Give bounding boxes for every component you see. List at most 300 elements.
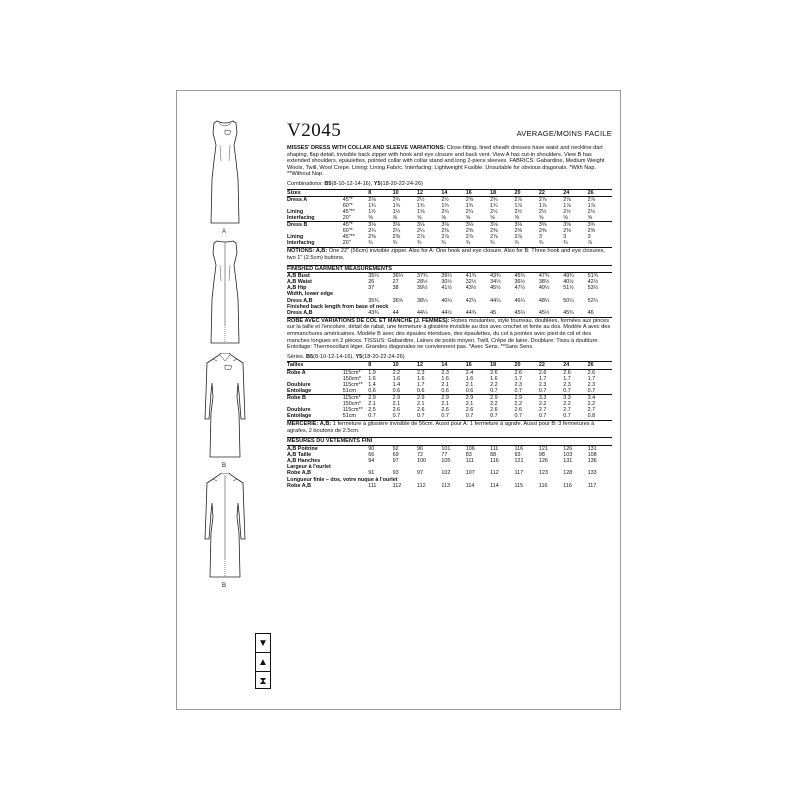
measurement-value: 114 <box>490 482 499 489</box>
yardage-value: 2.9 <box>490 394 514 401</box>
yardage-value: 3⅛ <box>417 222 441 229</box>
measurement-label: Robe A,B <box>287 470 312 477</box>
size-header: 18 <box>490 362 514 369</box>
fabric-width: 115cm* <box>342 369 361 376</box>
yardage-value: ⅝ <box>392 214 398 221</box>
sizes-label: Sizes <box>287 189 343 196</box>
difficulty-level: AVERAGE/MOINS FACILE <box>516 129 612 138</box>
measurement-value: 92 <box>392 446 399 453</box>
yardage-value: 2.6 <box>441 407 449 414</box>
measurement-value: 112 <box>416 482 426 489</box>
size-header: 24 <box>563 362 587 369</box>
combinations-line: Combinations: B5(8-10-12-14-16), Y5(18-20-22-24-26) <box>287 180 423 187</box>
english-finished-table <box>287 273 612 316</box>
yardage-value: 0.7 <box>538 413 547 420</box>
yardage-value: 2⅝ <box>465 196 474 203</box>
yardage-value: 2.9 <box>514 394 538 401</box>
measurement-value: 36½ <box>514 279 525 286</box>
measurement-value: 41¾ <box>465 273 477 280</box>
fabric-width: 20" <box>342 214 351 221</box>
sketch-label-b-front: B <box>222 463 227 469</box>
yardage-value: 3 <box>587 234 591 241</box>
dress-a-front-sketch <box>195 119 255 227</box>
measurement-value: 38½ <box>538 279 550 286</box>
measurement-value: 97 <box>392 458 399 465</box>
row-label: Dress B <box>287 222 343 229</box>
french-yardage-table <box>287 361 612 419</box>
fabric-width: 51cm <box>342 413 356 420</box>
yardage-value: 2.3 <box>514 381 522 388</box>
measurement-value: 39½ <box>416 285 428 292</box>
yardage-value: 2⅞ <box>587 196 596 203</box>
measurement-value: 52¼ <box>587 297 599 304</box>
measurement-value: 117 <box>514 470 524 477</box>
measurement-value: 97 <box>416 470 423 477</box>
yardage-value: 2.1 <box>465 381 474 388</box>
yardage-row <box>287 369 612 376</box>
yardage-value: ¾ <box>441 240 446 247</box>
measurement-value: 42½ <box>587 279 599 286</box>
row-label: Entoilage <box>287 413 312 420</box>
yardage-value: 1¾ <box>392 202 401 209</box>
yardage-value: 2⅞ <box>514 196 522 203</box>
yardage-value: 1⅞ <box>587 202 596 209</box>
yardage-value: 2.6 <box>465 407 474 414</box>
measurement-value: 88 <box>490 452 497 459</box>
row-label: Lining <box>287 208 304 215</box>
measurement-value: 83 <box>465 452 472 459</box>
yardage-row <box>287 413 612 419</box>
measurement-spacer <box>343 310 369 316</box>
yardage-value: 3⅛ <box>441 222 465 229</box>
french-finished-title: MESURES DU VÊTEMENTS FINI <box>287 437 612 446</box>
measurement-value: 45 <box>490 309 497 316</box>
fabric-width: 115cm** <box>342 407 363 414</box>
measurement-value: 36¾ <box>392 297 404 304</box>
yardage-value: 2.3 <box>538 381 547 388</box>
measurement-value: 37 <box>368 285 375 292</box>
fabric-width: 115cm* <box>343 394 369 401</box>
yardage-value: 2½ <box>514 208 522 215</box>
yardage-value: 2.2 <box>514 400 522 407</box>
yardage-value: 3⅛ <box>514 222 538 229</box>
measurement-value: 111 <box>465 458 474 465</box>
row-label: Lining <box>287 234 304 241</box>
measurement-value: 26 <box>368 279 375 286</box>
dress-b-back-sketch <box>191 473 259 581</box>
measurement-value: 53½ <box>587 285 599 292</box>
fabric-width: 45"** <box>342 234 355 241</box>
yardage-value: 0.7 <box>490 413 498 420</box>
row-label: Interfacing <box>287 214 315 221</box>
yardage-value: 1.6 <box>368 375 376 382</box>
measurement-label: A,B Bust <box>287 273 310 280</box>
measurement-value: 116 <box>563 482 572 489</box>
measurement-value: 34½ <box>490 279 501 286</box>
yardage-value: 2⅜ <box>514 228 522 235</box>
measurement-value: 49¾ <box>563 273 574 280</box>
yardage-value: ¾ <box>465 240 471 247</box>
fabric-symbol-legend <box>255 633 271 689</box>
yardage-value: 2.1 <box>392 400 401 407</box>
yardage-value: 2.2 <box>490 381 498 388</box>
yardage-value: 2.5 <box>368 407 376 414</box>
measurement-value: 112 <box>392 482 402 489</box>
measurement-value: 38 <box>392 285 399 292</box>
yardage-row <box>287 196 612 203</box>
yardage-value: ⅝ <box>538 214 544 221</box>
measurement-value: 42¼ <box>465 297 477 304</box>
measurement-value: 102 <box>441 470 451 477</box>
yardage-value: 2.6 <box>587 369 596 376</box>
measurement-value: 90 <box>368 446 375 453</box>
measurement-value: 46¼ <box>514 297 525 304</box>
dress-a-back-sketch <box>195 239 255 347</box>
measurement-value: 66 <box>368 452 375 459</box>
yardage-value: 1.9 <box>368 369 376 376</box>
yardage-value: 2¼ <box>416 228 425 235</box>
english-description <box>287 145 612 178</box>
yardage-value: 2.1 <box>416 400 425 407</box>
yardage-value: 2⅜ <box>587 228 596 235</box>
size-header: 10 <box>393 189 417 196</box>
yardage-value: 3.3 <box>539 394 563 401</box>
measurement-value: 45¾ <box>563 309 574 316</box>
fabric-width: 150cm* <box>342 400 361 407</box>
measurement-value: 131 <box>587 446 597 453</box>
french-body: Robes moulantes, style fourreau, doublées, formées aux pinces sur la taille et l'encolure, détail de rabat, une fermeture à glissière invisible au dos avec crochet et fente au dos. Modèle A avec des emmanchures américaines. Modèle B avec des épaules étendues, des épaulettes, du col à pointes avec pied de col et des manches longues en 2 pièces. TISSUS: Gabardine, Laines de poids moyen, Twill, Crêpe de laine. Doublure: Tissu à doublure. Entoilage: Thermocollant léger. Grandes diagonales ne conviennent pas. *Avec Sens. **Sans Sens. <box>287 317 611 351</box>
measurement-subheading: Longueur finie – dos, votre nuque à l'ourlet <box>287 476 398 483</box>
yardage-value: 0.6 <box>368 387 376 394</box>
measurement-value: 108 <box>587 452 597 459</box>
measurement-value: 38¼ <box>416 297 428 304</box>
yardage-value: 2.1 <box>368 400 376 407</box>
yardage-value: 2.4 <box>465 369 474 376</box>
measurement-value: 93 <box>392 470 399 477</box>
measurement-value: 72 <box>416 452 423 459</box>
yardage-value: 2.9 <box>441 394 465 401</box>
yardage-value: 2¾ <box>392 196 401 203</box>
yardage-value: 1⅝ <box>416 208 425 215</box>
sketch-label-b-back: B <box>222 583 227 589</box>
fabric-width: 45"* <box>343 222 369 229</box>
measurement-label: Dress A,B <box>287 309 313 316</box>
size-header: 18 <box>490 189 514 196</box>
yardage-value: 0.7 <box>368 413 376 420</box>
yardage-value: 2.9 <box>368 394 392 401</box>
sketch-label-a: A <box>222 229 227 235</box>
measurement-value: 43¾ <box>368 309 379 316</box>
yardage-value: 2.7 <box>563 407 571 414</box>
yardage-value: 1.7 <box>514 375 522 382</box>
measurement-value: 35¾ <box>368 297 379 304</box>
yardage-value: 2⅜ <box>538 228 547 235</box>
french-title: ROBE AVEC VARIATIONS DE COL ET MANCHE (J. FEMMES): <box>287 317 450 324</box>
fabric-width: 115cm** <box>342 381 363 388</box>
measurement-spacer <box>343 483 369 489</box>
yardage-value: 2¼ <box>441 208 449 215</box>
measurement-value: 106 <box>465 446 475 453</box>
sizes-label: Tailles <box>287 362 343 369</box>
size-header: 22 <box>539 189 563 196</box>
yardage-value: ⅝ <box>514 214 519 221</box>
measurement-value: 94 <box>368 458 375 465</box>
measurement-value: 36¼ <box>392 273 404 280</box>
measurement-value: 133 <box>587 470 597 477</box>
yardage-value: 2.3 <box>563 381 571 388</box>
yardage-value: 3¾ <box>588 222 612 229</box>
measurement-label: A,B Waist <box>287 279 312 286</box>
measurement-value: 101 <box>441 446 451 453</box>
yardage-value: 2.6 <box>514 407 522 414</box>
yardage-value: 0.7 <box>514 387 522 394</box>
yardage-value: 2⅞ <box>416 234 425 241</box>
pattern-header <box>287 121 612 140</box>
measurement-value: 111 <box>368 482 377 489</box>
yardage-value: 0.7 <box>416 413 425 420</box>
measurement-label: A,B Poitrine <box>287 446 318 453</box>
yardage-value: ⅝ <box>416 214 422 221</box>
measurement-value: 35¼ <box>368 273 379 280</box>
size-header: 26 <box>588 189 612 196</box>
yardage-value: 2⅜ <box>490 228 498 235</box>
measurement-value: 44¾ <box>465 309 477 316</box>
measurement-value: 32½ <box>465 279 477 286</box>
yardage-value: 2.2 <box>587 400 596 407</box>
size-header: 24 <box>563 189 587 196</box>
row-label: Doublure <box>287 381 311 388</box>
measurement-value: 126 <box>538 458 548 465</box>
measurement-label: Robe A,B <box>287 482 312 489</box>
dress-b-front-sketch <box>191 353 259 461</box>
row-label: Robe B <box>287 394 343 401</box>
size-header: 22 <box>539 362 563 369</box>
measurement-subheading: Width, lower edge <box>287 291 334 298</box>
yardage-value: 2⅛ <box>368 196 376 203</box>
yardage-value: 3⅝ <box>563 222 587 229</box>
yardage-value: ⅝ <box>490 214 495 221</box>
size-header: 8 <box>368 362 392 369</box>
yardage-value: 1.6 <box>441 375 449 382</box>
measurement-value: 93 <box>514 452 521 459</box>
yardage-value: ⅝ <box>368 214 373 221</box>
pattern-info <box>287 121 612 489</box>
yardage-value: 2½ <box>587 208 596 215</box>
measurement-value: 123 <box>538 470 548 477</box>
yardage-value: 0.7 <box>587 387 596 394</box>
yardage-value: 2.9 <box>466 394 490 401</box>
yardage-value: 2¼ <box>368 228 376 235</box>
sizes-spacer <box>343 189 369 196</box>
yardage-value: 2.6 <box>416 407 425 414</box>
yardage-value: ⅝ <box>563 214 568 221</box>
measurement-row <box>287 310 612 316</box>
yardage-value: 1½ <box>368 208 376 215</box>
yardage-value: ¾ <box>392 240 398 247</box>
fabric-width: 45"* <box>342 196 353 203</box>
size-header: 20 <box>514 189 538 196</box>
measurement-value: 43¾ <box>490 273 501 280</box>
yardage-value: 2.7 <box>538 407 547 414</box>
size-header: 16 <box>466 189 490 196</box>
yardage-value: 2¾ <box>490 196 498 203</box>
fabric-width: 60"* <box>342 228 353 235</box>
measurement-value: 50¼ <box>563 297 574 304</box>
measurement-value: 116 <box>514 446 524 453</box>
yardage-value: ⅞ <box>587 240 593 247</box>
yardage-value: 3⅛ <box>490 222 514 229</box>
yardage-value: 2.3 <box>441 369 449 376</box>
yardage-value: 3 <box>538 234 542 241</box>
sketch-column <box>177 91 267 709</box>
yardage-value: 2⅜ <box>563 228 571 235</box>
measurement-value: 49½ <box>538 285 550 292</box>
measurement-value: 111 <box>490 446 499 453</box>
fabric-width: 51cm <box>342 387 356 394</box>
measurement-value: 105 <box>441 458 451 465</box>
row-label: Dress A <box>287 196 308 203</box>
measurement-value: 28½ <box>416 279 428 286</box>
yardage-row <box>287 240 612 246</box>
yardage-value: 2½ <box>563 208 571 215</box>
yardage-value: 0.7 <box>514 413 522 420</box>
measurement-row <box>287 483 612 489</box>
yardage-value: 2⅞ <box>514 234 522 241</box>
yardage-value: 2⅞ <box>563 196 571 203</box>
yardage-value: 2.6 <box>538 369 547 376</box>
measurement-value: 69 <box>392 452 399 459</box>
yardage-value: 1⅞ <box>563 202 571 209</box>
measurement-value: 40½ <box>563 279 574 286</box>
yardage-value: 1.7 <box>563 375 571 382</box>
yardage-value: 1.6 <box>392 375 401 382</box>
measurement-value: 100 <box>416 458 426 465</box>
yardage-value: 2.7 <box>587 407 596 414</box>
yardage-value: 1.6 <box>416 375 425 382</box>
sizes-header-row <box>287 189 612 196</box>
yardage-value: 2½ <box>538 208 547 215</box>
yardage-row <box>287 215 612 222</box>
english-body: Close-fitting, lined sheath dresses have waist and neckline dart shaping, flap detail, invisible back zipper with hook and eye closure and back vent. View A has cut-in shoulders. View B has extended shoulders, epaulettes, pointed collar with collar stand and long 2-piece sleeves. FABRICS: Gabardine, Medium Weight Wools, Twill, Wool Crepe. Lining: Lining Fabric. Interfacing: Lightweight Fusible. Unsuitable for obvious diagonals. *With Nap. **Without Nap. <box>287 145 605 178</box>
measurement-value: 30½ <box>441 279 452 286</box>
measurement-label: A,B Hanches <box>287 458 321 465</box>
sizes-spacer <box>343 362 369 369</box>
yardage-value: 2⅞ <box>538 196 547 203</box>
yardage-value: 2.2 <box>392 369 401 376</box>
yardage-value: 2⅜ <box>465 228 474 235</box>
measurement-value: 96 <box>416 446 423 453</box>
size-header: 26 <box>588 362 612 369</box>
yardage-value: 2.2 <box>490 400 498 407</box>
yardage-value: 1¾ <box>490 202 498 209</box>
yardage-value: 1.6 <box>465 375 474 382</box>
yardage-value: 3⅛ <box>393 222 417 229</box>
yardage-value: 2¼ <box>465 208 474 215</box>
fabric-width: 150cm* <box>342 375 361 382</box>
measurement-value: 44½ <box>441 309 452 316</box>
yardage-value: 2.6 <box>392 407 401 414</box>
yardage-value: 1.7 <box>538 375 547 382</box>
yardage-value: 2.9 <box>393 394 417 401</box>
measurement-value: 44 <box>392 309 399 316</box>
measurement-value: 48¼ <box>538 297 550 304</box>
size-header: 14 <box>441 362 465 369</box>
yardage-value: 2.6 <box>490 369 498 376</box>
row-label: Doublure <box>287 407 311 414</box>
yardage-value: 2.6 <box>490 407 498 414</box>
measurement-value: 45¾ <box>514 273 525 280</box>
yardage-value: 1⅞ <box>514 202 522 209</box>
yardage-value: ⅝ <box>465 214 471 221</box>
fabric-width: 45"** <box>342 208 355 215</box>
yardage-value: 0.7 <box>563 387 571 394</box>
yardage-value: ⅝ <box>441 214 446 221</box>
yardage-value: 2⅜ <box>392 234 401 241</box>
measurement-value: 45½ <box>538 309 550 316</box>
yardage-value: 2.6 <box>514 369 522 376</box>
measurement-value: 136 <box>587 458 597 465</box>
yardage-row <box>287 394 612 401</box>
yardage-value: 0.7 <box>465 413 474 420</box>
yardage-value: 2.1 <box>465 400 474 407</box>
english-notions: NOTIONS: A,B: One 22" (56cm) invisible zipper. Also for A: One hook and eye closure. Also for B: Three hook and eye closures, two 1" (2.5cm) buttons. <box>287 247 612 261</box>
yardage-value: 3⅝ <box>539 222 563 229</box>
measurement-value: 115 <box>514 482 524 489</box>
yardage-value: 3 <box>563 234 567 241</box>
measurement-value: 43½ <box>465 285 477 292</box>
down-triangle-icon: ▼ <box>256 634 270 653</box>
yardage-value: 0.7 <box>392 413 401 420</box>
measurement-value: 40¼ <box>441 297 452 304</box>
yardage-value: ¾ <box>514 240 519 247</box>
yardage-value: 2.1 <box>441 381 449 388</box>
measurement-label: A,B Hip <box>287 285 307 292</box>
yardage-value: 0.7 <box>490 387 498 394</box>
yardage-value: 0.6 <box>392 387 401 394</box>
measurement-value: 51¾ <box>587 273 599 280</box>
measurement-value: 116 <box>538 482 548 489</box>
size-header: 14 <box>441 189 465 196</box>
yardage-value: 1½ <box>392 208 401 215</box>
yardage-value: 3⅛ <box>466 222 490 229</box>
yardage-value: 2½ <box>490 208 498 215</box>
yardage-value: 1.7 <box>416 381 425 388</box>
yardage-value: 0.7 <box>563 413 571 420</box>
yardage-value: ⅝ <box>587 214 593 221</box>
yardage-value: 3.3 <box>563 394 587 401</box>
yardage-value: 2.6 <box>563 369 571 376</box>
measurement-value: 45¼ <box>514 309 525 316</box>
fabric-width: 20" <box>342 240 351 247</box>
yardage-value: ¾ <box>563 240 568 247</box>
row-label: Interfacing <box>287 240 315 247</box>
measurement-value: 41½ <box>441 285 452 292</box>
up-triangle-icon: ▲ <box>256 653 270 672</box>
size-header: 16 <box>466 362 490 369</box>
size-header: 20 <box>514 362 538 369</box>
yardage-value: 1⅞ <box>538 202 547 209</box>
english-finished-title: FINISHED GARMENT MEASUREMENTS <box>287 265 612 274</box>
french-description <box>287 317 612 351</box>
yardage-value: 1¾ <box>416 202 425 209</box>
yardage-value: 2⅜ <box>368 234 376 241</box>
english-title: MISSES' DRESS WITH COLLAR AND SLEEVE VARIATIONS: <box>287 145 446 151</box>
hourglass-icon: ⧗ <box>259 675 267 687</box>
yardage-value: 2.3 <box>416 369 425 376</box>
measurement-subheading: Largeur à l'ourlet <box>287 464 331 471</box>
measurement-value: 37¾ <box>416 273 428 280</box>
measurement-value: 47½ <box>514 285 525 292</box>
